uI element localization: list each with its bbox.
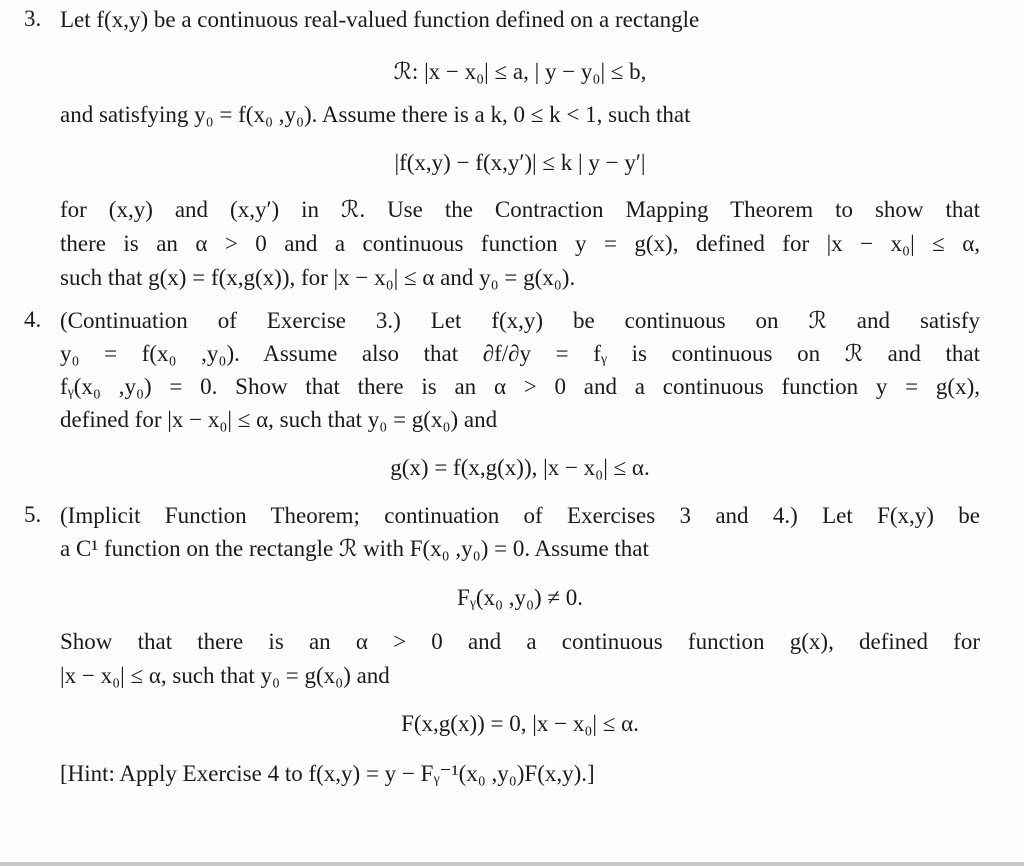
exercise-line: |x − x₀| ≤ α, such that y₀ = g(x₀) and [60,663,390,688]
exercise-line: (Implicit Function Theorem; continuation of Exercises 3 and 4.) Let F(x,y) be [60,503,980,528]
exercise-number: 4. [24,307,42,332]
exercise-line: (Continuation of Exercise 3.) Let f(x,y) be continuous on ℛ and satisfy [60,308,980,333]
exercise-line: Show that there is an α > 0 and a continuous function g(x), defined for [60,629,980,654]
display-equation: |f(x,y) − f(x,y′)| ≤ k | y − y′| [394,150,646,175]
exercise-line: a C¹ function on the rectangle ℛ with F(x₀ ,y₀) = 0. Assume that [60,536,649,561]
exercise-line: Let f(x,y) be a continuous real-valued function defined on a rectangle [60,7,700,32]
display-equation: ℛ: |x − x₀| ≤ a, | y − y₀| ≤ b, [393,59,647,84]
exercise-line: there is an α > 0 and a continuous function y = g(x), defined for |x − x₀| ≤ α, [60,231,980,256]
exercise-number: 5. [24,502,42,527]
display-equation: Fᵧ(x₀ ,y₀) ≠ 0. [456,585,584,610]
hint-line: [Hint: Apply Exercise 4 to f(x,y) = y − Fᵧ⁻¹(x₀ ,y₀)F(x,y).] [60,761,595,786]
page-bottom-edge [0,862,1024,866]
exercise-line: and satisfying y₀ = f(x₀ ,y₀). Assume there is a k, 0 ≤ k < 1, such that [60,102,691,127]
display-equation: F(x,g(x)) = 0, |x − x₀| ≤ α. [401,711,639,736]
exercise-line: y₀ = f(x₀ ,y₀). Assume also that ∂f/∂y = fᵧ is continuous on ℛ and that [60,341,980,366]
exercise-line: defined for |x − x₀| ≤ α, such that y₀ = g(x₀) and [60,407,498,432]
display-equation: g(x) = f(x,g(x)), |x − x₀| ≤ α. [390,455,650,480]
exercise-number: 3. [24,6,42,31]
exercise-line: for (x,y) and (x,y′) in ℛ. Use the Contraction Mapping Theorem to show that [60,197,980,222]
exercise-line: fᵧ(x₀ ,y₀) = 0. Show that there is an α > 0 and a continuous function y = g(x), [60,374,980,399]
exercise-line: such that g(x) = f(x,g(x)), for |x − x₀| ≤ α and y₀ = g(x₀). [60,265,576,290]
